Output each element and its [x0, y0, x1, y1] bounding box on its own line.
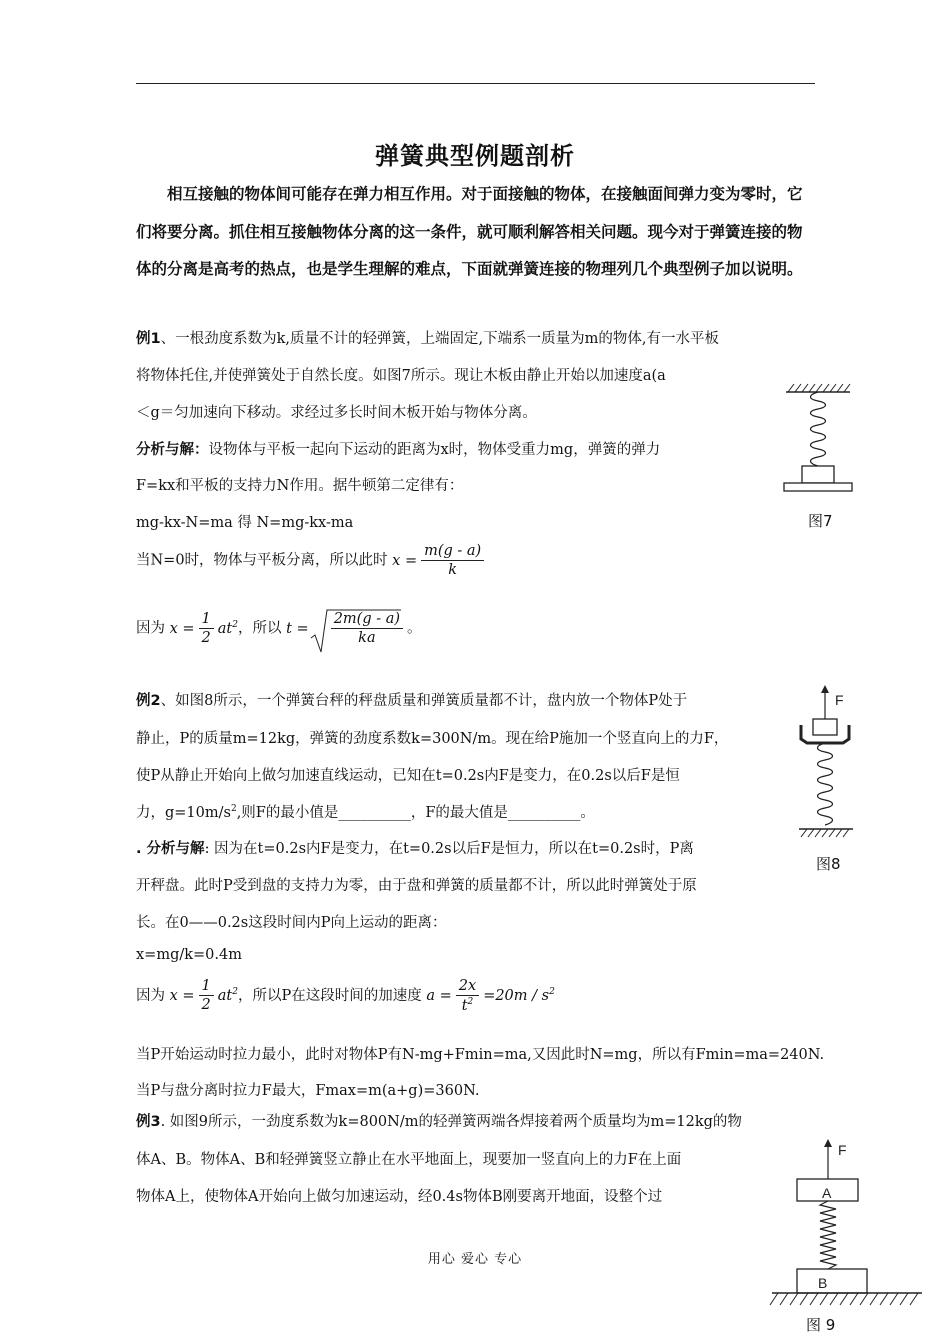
intro-paragraph	[136, 176, 816, 289]
figure-7-spring-plate	[782, 380, 854, 495]
page-title: 弹簧典型例题剖析	[375, 142, 575, 170]
ex1-line3: ＜g＝匀加速向下移动。求经过多长时间木板开始与物体分离。	[136, 405, 537, 421]
ex1-time-line	[136, 611, 422, 646]
figure-9-two-blocks-spring	[766, 1135, 926, 1313]
ex3-text1: . 如图9所示，一劲度系数为k=800N/m的轻弹簧两端各焊接着两个质量均为m=12kg的物	[160, 1114, 742, 1130]
ex2-kinematics-formula: x = $\frac{1}{2}$ $at^2$	[169, 978, 238, 1014]
ex2-line2: 静止，P的质量m=12kg，弹簧的劲度系数k=300N/m。现在给P施加一个竖直向上的力F，	[136, 731, 729, 747]
ex1-period: 。	[407, 620, 422, 637]
ex2-analysis-label: . 分析与解	[136, 841, 205, 857]
ex1-text1: 、一根劲度系数为k,质量不计的轻弹簧，上端固定,下端系一质量为m的物体,有一水平板	[160, 331, 719, 347]
ex1-t-formula: t = $\frac{2m(g - a)}{ka}$	[286, 621, 407, 637]
ex2-analysis-line2: 开秤盘。此时P受到盘的支持力为零，由于盘和弹簧的质量都不计，所以此时弹簧处于原	[136, 878, 697, 894]
ex2-line1	[136, 689, 687, 710]
ex1-analysis-label: 分析与解：	[136, 442, 209, 458]
ex3-label: 例3	[136, 1114, 161, 1130]
ex1-analysis-line2: F=kx和平板的支持力N作用。据牛顿第二定律有：	[136, 478, 464, 494]
ex2-line3: 使P从静止开始向上做匀加速直线运动，已知在t=0.2s内F是变力，在0.2s以后F是恒	[136, 768, 680, 784]
sqrt-sign-icon	[309, 608, 401, 654]
figure-8-force-label: F	[835, 692, 844, 708]
ex1-line2: 将物体托住,并使弹簧处于自然长度。如图7所示。现让木板由静止开始以加速度a(a	[136, 368, 666, 384]
ex2-text4b: ,则F的最小值是__________，F的最大值是__________。	[236, 805, 595, 821]
ex3-line2: 体A、B。物体A、B和轻弹簧竖立静止在水平地面上，现要加一竖直向上的力F在上面	[136, 1152, 682, 1168]
figure-9-caption: 图 9	[806, 1316, 836, 1334]
ex3-line1	[136, 1110, 742, 1131]
header-rule	[136, 83, 815, 84]
ex1-label: 例1	[136, 331, 161, 347]
ex2-acceleration-line	[136, 978, 555, 1014]
ex2-analysis-line1	[136, 837, 694, 858]
ex3-line3: 物体A上，使物体A开始向上做匀加速运动，经0.4s物体B刚要离开地面，设整个过	[136, 1189, 663, 1205]
ex2-therefore: ，所以P在这段时间的加速度	[238, 987, 422, 1004]
ex1-kinematics-formula: x = $\frac{1}{2}$ $at^2$	[169, 611, 238, 646]
ex1-line1	[136, 327, 719, 348]
ex2-min-force: 当P开始运动时拉力最小，此时对物体P有N-mg+Fmin=ma,又因此时N=mg，所以有Fmin=ma=240N.	[136, 1047, 825, 1063]
ex1-analysis-text1: 设物体与平板一起向下运动的距离为x时，物体受重力mg，弹簧的弹力	[208, 442, 661, 458]
figure-7-caption: 图7	[808, 512, 833, 530]
page-footer: 用心 爱心 专心	[427, 1252, 523, 1267]
figure-8-caption: 图8	[816, 855, 841, 873]
ex2-line4: 力，$g=10m/s^2$,则F的最小值是__________，F的最大值是__________。	[136, 804, 595, 821]
ex2-max-force: 当P与盘分离时拉力F最大，Fmax=m(a+g)=360N.	[136, 1083, 480, 1099]
figure-9-force-label: F	[838, 1142, 847, 1158]
ex2-distance: x=mg/k=0.4m	[136, 947, 242, 963]
ex1-therefore: ，所以	[238, 620, 282, 637]
ex2-text1: 、如图8所示，一个弹簧台秤的秤盘质量和弹簧质量都不计，盘内放一个物体P处于	[160, 693, 688, 709]
ex1-x-formula: x = $\frac{m(g - a)}{k}$	[392, 553, 488, 569]
ex1-analysis-line1	[136, 438, 660, 459]
ex1-separation-text: 当N=0时，物体与平板分离，所以此时	[136, 552, 388, 569]
ex2-a-formula: a = $\frac{2x}{t^2}$ $=20m / s^2$	[426, 978, 555, 1014]
ex2-text4a: 力，g=10m/s	[136, 805, 231, 821]
intro-text: 相互接触的物体间可能存在弹力相互作用。对于面接触的物体，在接触面间弹力变为零时，它们将要分离。抓住相互接触物体分离的这一条件，就可顺利解答相关问题。现今对于弹簧连接的物体的分离是高考的热点，也是学生理解的难点，下面就弹簧连接的物理列几个典型例子加以说明。	[136, 185, 803, 278]
figure-9-block-b-label: B	[818, 1275, 828, 1291]
ex1-equation1: mg-kx-N=ma 得 N=mg-kx-ma	[136, 515, 354, 531]
ex2-analysis-text1: : 因为在t=0.2s内F是变力，在t=0.2s以后F是恒力，所以在t=0.2s时，P离	[204, 841, 694, 857]
ex2-analysis-line3: 长。在0——0.2s这段时间内P向上运动的距离：	[136, 915, 447, 931]
figure-9-block-a-label: A	[822, 1185, 832, 1201]
figure-8-spring-scale	[795, 683, 855, 841]
ex1-separation-line	[136, 543, 488, 578]
ex2-because: 因为	[136, 987, 165, 1004]
ex2-label: 例2	[136, 693, 161, 709]
ex1-because: 因为	[136, 620, 165, 637]
